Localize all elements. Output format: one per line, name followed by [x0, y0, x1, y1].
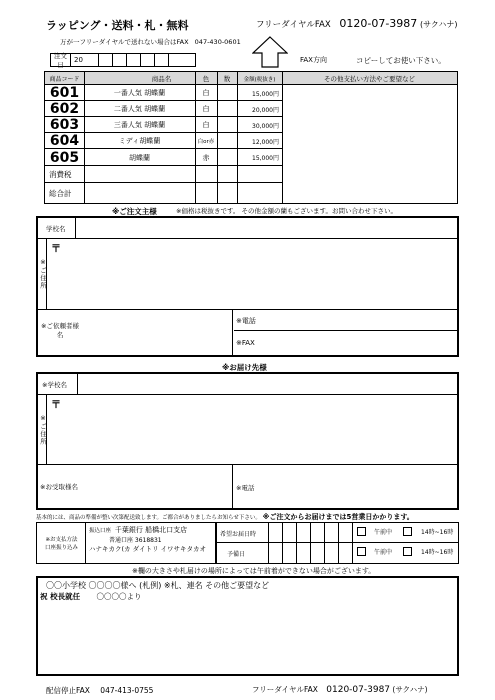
fax-direction-label: FAX方向 [300, 56, 327, 64]
orderer-form [36, 216, 459, 357]
footer-stop-fax [46, 685, 153, 696]
delivery-form [36, 372, 459, 510]
am-checkbox[interactable] [357, 527, 366, 536]
example-line1: 〇〇小学校 〇〇〇〇様へ (札例) ※札、連名 その他ご要望など [46, 581, 270, 590]
notes-area[interactable] [283, 85, 457, 203]
stop-fax-number: 047-413-0755 [100, 686, 154, 695]
am-label: 午前中 [374, 549, 393, 556]
footer-free-fax-label: フリーダイヤルFAX [252, 685, 318, 694]
product-color: 白 [202, 89, 210, 97]
afternoon-label: 14時~16時 [421, 549, 454, 556]
up-arrow-icon [252, 36, 288, 68]
desired-date-input[interactable] [269, 523, 353, 543]
delivery-address-label: ※ご住所 [39, 414, 47, 446]
product-price: 12,000円 [252, 138, 279, 146]
am-label: 午前中 [374, 529, 393, 536]
col-header-qty: 数 [223, 75, 231, 83]
alt-fax-note-text: 万が一フリーダイヤルで送れない場合はFAX [60, 38, 189, 46]
afternoon-checkbox[interactable] [403, 547, 412, 556]
delivery-date-box [216, 522, 459, 564]
account-holder: ハナキカク(カ ダイトリ イワサキタカオ [89, 545, 206, 553]
afternoon-label: 14時~16時 [421, 529, 454, 536]
payment-method-line2: 口座振り込み [44, 545, 78, 551]
product-name: ミディ胡蝶蘭 [118, 137, 161, 145]
page-title: ラッピング・送料・札・無料 [46, 19, 189, 32]
col-header-notes: その他支払い方法やご要望など [324, 75, 415, 83]
bottom-note: ※欄の大きさや札届けの場所によっては午前着ができない場合がございます。 [132, 567, 376, 575]
orderer-requester-input[interactable] [82, 310, 232, 355]
bank-name: 千葉銀行 船橋北口支店 [114, 526, 188, 534]
product-code: 603 [49, 117, 80, 133]
delivery-school-input[interactable] [79, 374, 457, 395]
price-note: ※価格は税抜きです。 その他金額の蘭もございます。お問い合わせ下さい。 [176, 207, 397, 215]
order-date-box[interactable] [169, 54, 195, 66]
order-date-label: 注文日 [51, 54, 71, 66]
delivery-postal-mark: 〒 [51, 400, 61, 411]
account-number: 普通口座 3618831 [109, 537, 162, 544]
orderer-postal-mark: 〒 [51, 244, 61, 255]
product-code: 604 [49, 133, 80, 149]
product-color: 赤 [202, 153, 210, 162]
payment-details [89, 526, 206, 554]
product-price: 30,000円 [252, 122, 279, 130]
product-table [44, 71, 458, 204]
delivery-recipient-label: ※お受取様名 [40, 482, 78, 491]
payment-method-line1: ※お支払方法 [45, 537, 78, 543]
product-name: 一番人気 胡蝶蘭 [113, 89, 166, 97]
order-date-field[interactable] [50, 53, 196, 67]
col-header-name: 商品名 [151, 75, 172, 83]
payment-method-label [37, 523, 86, 563]
copy-note: コピーしてお使い下さい。 [356, 56, 446, 65]
product-name: 二番人気 胡蝶蘭 [113, 105, 166, 113]
orderer-phone-label: ※電話 [236, 316, 256, 325]
product-qty-input[interactable] [217, 133, 237, 149]
alt-fax-number: 047-430-0601 [194, 38, 241, 46]
example-line2-bold: 祝 校長就任 [40, 592, 81, 601]
product-qty-input[interactable] [217, 149, 237, 166]
product-qty-input[interactable] [217, 101, 237, 117]
orderer-school-input[interactable] [77, 218, 457, 239]
delivery-notice-bold: ※ご注文からお届けまでは5営業日かかります。 [262, 513, 414, 521]
orderer-fax-label: ※FAX [236, 339, 255, 347]
scheduled-date-input[interactable] [269, 543, 353, 563]
product-qty-input[interactable] [217, 85, 237, 101]
delivery-notice [36, 512, 414, 522]
orderer-requester-label: ※ご依頼者様名 [41, 322, 79, 339]
request-box[interactable] [36, 576, 459, 676]
payment-box [36, 522, 216, 564]
orderer-address-input[interactable] [48, 252, 457, 309]
product-color: 白or赤 [197, 139, 215, 145]
product-color: 白 [202, 105, 210, 113]
delivery-notice-text: 基本的には、商品の準備が整い次第配送致します。ご都合がありましたらお知らせ下さい。 [36, 515, 261, 521]
total-label: 総合計 [49, 188, 72, 198]
delivery-phone-label: ※電話 [236, 483, 255, 492]
alt-fax-note [60, 37, 241, 46]
product-code: 601 [49, 85, 80, 101]
delivery-school-label: ※学校名 [38, 374, 78, 395]
col-header-code: 商品コード [49, 76, 80, 83]
delivery-recipient-input[interactable] [80, 465, 232, 508]
am-checkbox[interactable] [357, 547, 366, 556]
free-fax-header [256, 17, 457, 30]
free-fax-label: フリーダイヤルFAX [256, 20, 331, 30]
footer-free-fax-name: (サクハナ) [392, 685, 428, 694]
product-qty-input[interactable] [217, 117, 237, 133]
delivery-heading: ※お届け先様 [222, 363, 267, 372]
col-header-color: 色 [202, 75, 210, 83]
orderer-heading: ※ご注文主様 [112, 207, 157, 216]
tax-label: 消費税 [49, 170, 72, 179]
order-date-box[interactable] [113, 54, 127, 66]
orderer-school-label: 学校名 [38, 218, 76, 239]
order-date-box[interactable] [155, 54, 169, 66]
free-fax-number: 0120-07-3987 [339, 17, 418, 30]
product-name: 三番人気 胡蝶蘭 [113, 121, 166, 129]
example-line2 [40, 591, 142, 602]
desired-date-label: 希望お届日時 [217, 523, 269, 543]
free-fax-name: (サクハナ) [420, 20, 458, 29]
product-code: 602 [49, 101, 80, 117]
footer-free-fax [252, 684, 428, 695]
product-price: 15,000円 [252, 90, 279, 98]
order-date-box[interactable] [141, 54, 155, 66]
product-name: 胡蝶蘭 [129, 153, 150, 162]
product-code: 605 [49, 149, 80, 166]
product-color: 白 [202, 121, 210, 129]
orderer-address-label: ※ご住所 [39, 258, 47, 290]
product-price: 15,000円 [252, 155, 279, 162]
afternoon-checkbox[interactable] [403, 527, 412, 536]
delivery-address-input[interactable] [48, 408, 457, 464]
stop-fax-label: 配信停止FAX [46, 686, 90, 695]
example-line2-rest: 〇〇〇〇より [96, 592, 142, 601]
scheduled-date-label: 予備日 [217, 543, 269, 563]
order-date-year: 20 [71, 54, 99, 66]
order-date-box[interactable] [127, 54, 141, 66]
transfer-label: 振込口座 [89, 528, 112, 534]
product-price: 20,000円 [252, 106, 279, 114]
order-date-box[interactable] [99, 54, 113, 66]
col-header-price: 金額(税抜き) [243, 76, 276, 83]
footer-free-fax-number: 0120-07-3987 [326, 685, 391, 695]
